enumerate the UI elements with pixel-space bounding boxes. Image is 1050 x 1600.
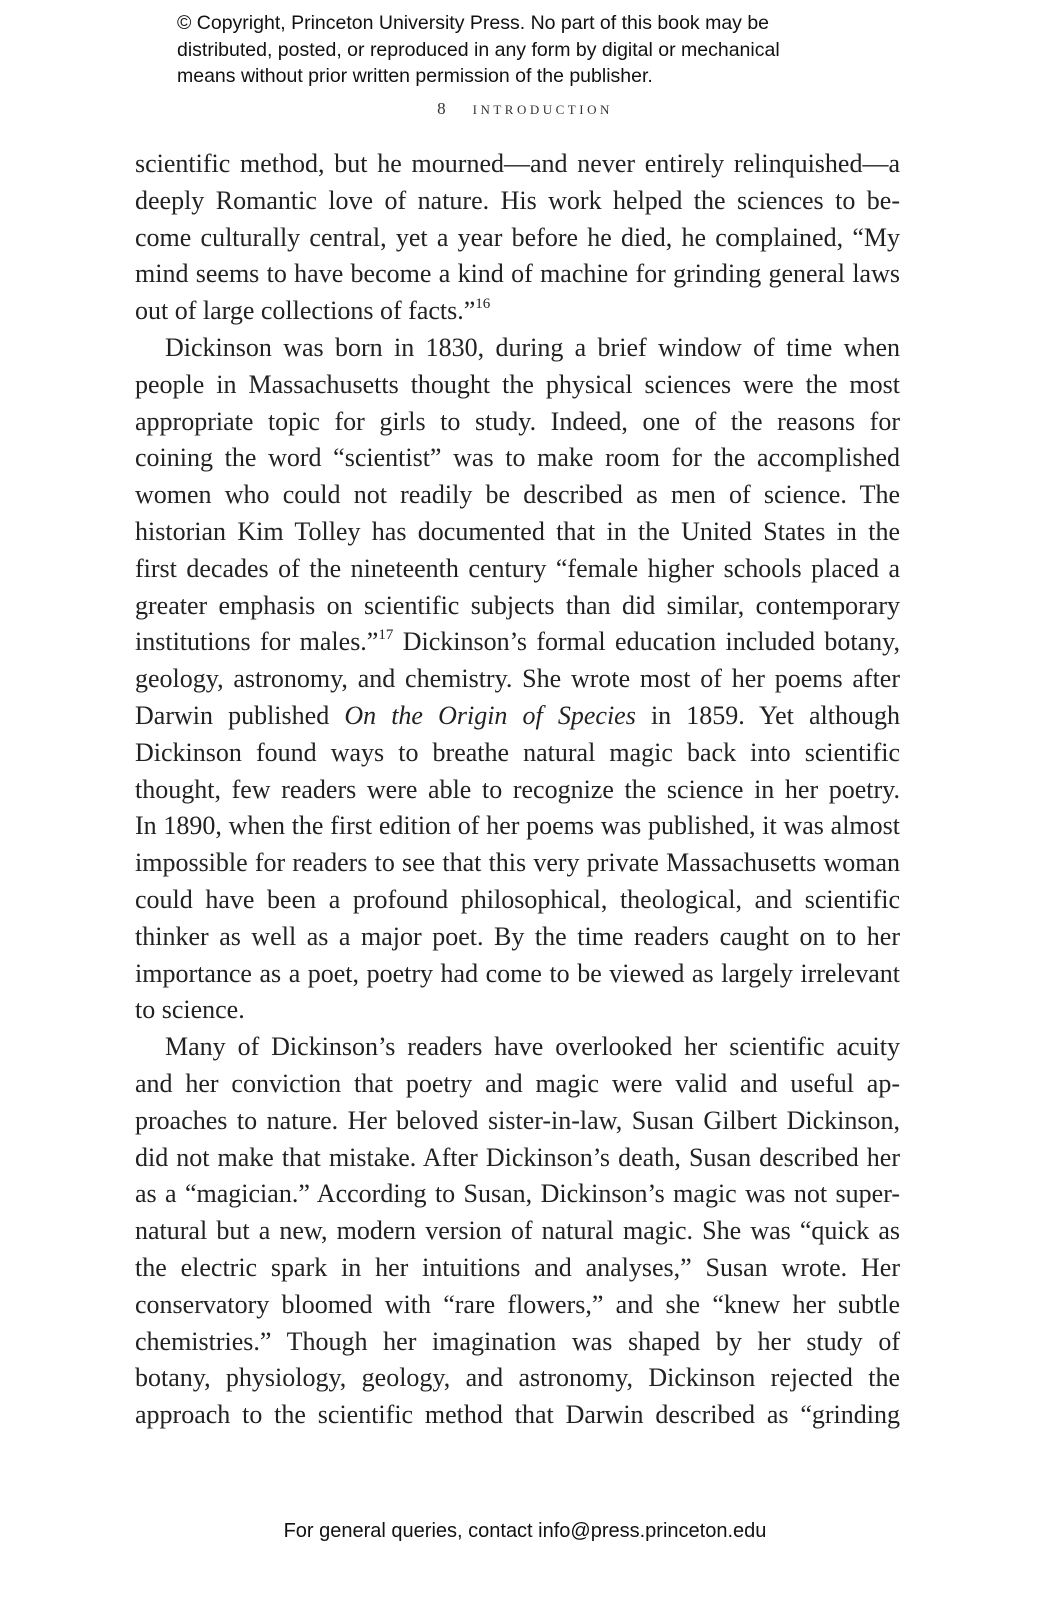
text-line: appropriate topic for girls to study. Indeed, one of the reasons for	[135, 406, 900, 436]
text-line: historian Kim Tolley has documented that in the United States in the	[135, 516, 900, 546]
running-head	[0, 98, 1050, 120]
text-line: natural but a new, modern version of natural magic. She was “quick as	[135, 1216, 900, 1246]
text-line: women who could not readily be described as men of science. The	[135, 480, 900, 510]
text-span: Darwin published	[135, 700, 345, 730]
text-line: could have been a profound philosophical, theological, and scientific	[135, 884, 900, 914]
body-text	[135, 146, 900, 1434]
text-line: botany, physiology, geology, and astronomy, Dickinson rejected the	[135, 1363, 900, 1393]
text-line: first decades of the nineteenth century “female higher schools placed a	[135, 553, 900, 583]
section-title: introduction	[472, 98, 613, 119]
text-line: people in Massachusetts thought the physical sciences were the most	[135, 369, 900, 399]
text-line: chemistries.” Though her imagination was shaped by her study of	[135, 1326, 900, 1356]
text-line: impossible for readers to see that this very private Massachusetts woman	[135, 848, 900, 878]
text-line: greater emphasis on scientific subjects than did similar, contemporary	[135, 590, 900, 620]
text-line: deeply Romantic love of nature. His work helped the sciences to be-	[135, 185, 900, 215]
text-line: importance as a poet, poetry had come to be viewed as largely irrelevant	[135, 958, 900, 988]
text-line: approach to the scientific method that Darwin described as “grinding	[135, 1400, 900, 1430]
text-line	[135, 624, 900, 661]
text-line: mind seems to have become a kind of machine for grinding general laws	[135, 259, 900, 289]
text-line: Many of Dickinson’s readers have overlooked her scientific acuity	[165, 1032, 900, 1062]
text-line: the electric spark in her intuitions and analyses,” Susan wrote. Her	[135, 1252, 900, 1282]
text-span: out of large collections of facts.”	[135, 296, 476, 326]
book-title: On the Origin of Species	[344, 700, 636, 730]
text-span: institutions for males.”	[135, 627, 379, 657]
text-line: and her conviction that poetry and magic were valid and useful ap-	[135, 1068, 900, 1098]
footer-contact: For general queries, contact info@press.princeton.edu	[283, 1520, 767, 1542]
text-line	[135, 698, 900, 735]
copyright-notice	[177, 10, 897, 90]
text-line: as a “magician.” According to Susan, Dickinson’s magic was not super-	[135, 1179, 900, 1209]
copyright-line: distributed, posted, or reproduced in any form by digital or mechanical	[177, 38, 780, 61]
text-line: thinker as well as a major poet. By the time readers caught on to her	[135, 921, 900, 951]
text-line: conservatory bloomed with “rare flowers,” and she “knew her subtle	[135, 1289, 900, 1319]
text-line: coining the word “scientist” was to make room for the accomplished	[135, 443, 900, 473]
text-line: come culturally central, yet a year before he died, he complained, “My	[135, 222, 900, 252]
page-number: 8	[437, 99, 446, 118]
text-line	[135, 293, 900, 330]
text-span: Dickinson’s formal education included botany,	[393, 627, 900, 657]
text-line: did not make that mistake. After Dickinson’s death, Susan described her	[135, 1142, 900, 1172]
footnote-ref-16[interactable]: 16	[475, 295, 491, 312]
text-line: to science.	[135, 995, 245, 1025]
text-line: Dickinson found ways to breathe natural magic back into scientific	[135, 737, 900, 767]
copyright-line: © Copyright, Princeton University Press. No part of this book may be	[177, 12, 770, 34]
text-line: thought, few readers were able to recognize the science in her poetry.	[135, 774, 900, 804]
text-span: in 1859. Yet although	[635, 700, 900, 730]
text-line: geology, astronomy, and chemistry. She wrote most of her poems after	[135, 664, 900, 694]
footnote-ref-17[interactable]: 17	[378, 626, 394, 643]
text-line: proaches to nature. Her beloved sister-in-law, Susan Gilbert Dickinson,	[135, 1105, 900, 1135]
text-line: In 1890, when the first edition of her poems was published, it was almost	[135, 811, 900, 841]
copyright-line: means without prior written permission of the publisher.	[177, 65, 653, 87]
text-line: scientific method, but he mourned—and never entirely relinquished—a	[135, 149, 900, 178]
text-line: Dickinson was born in 1830, during a brief window of time when	[165, 332, 900, 362]
